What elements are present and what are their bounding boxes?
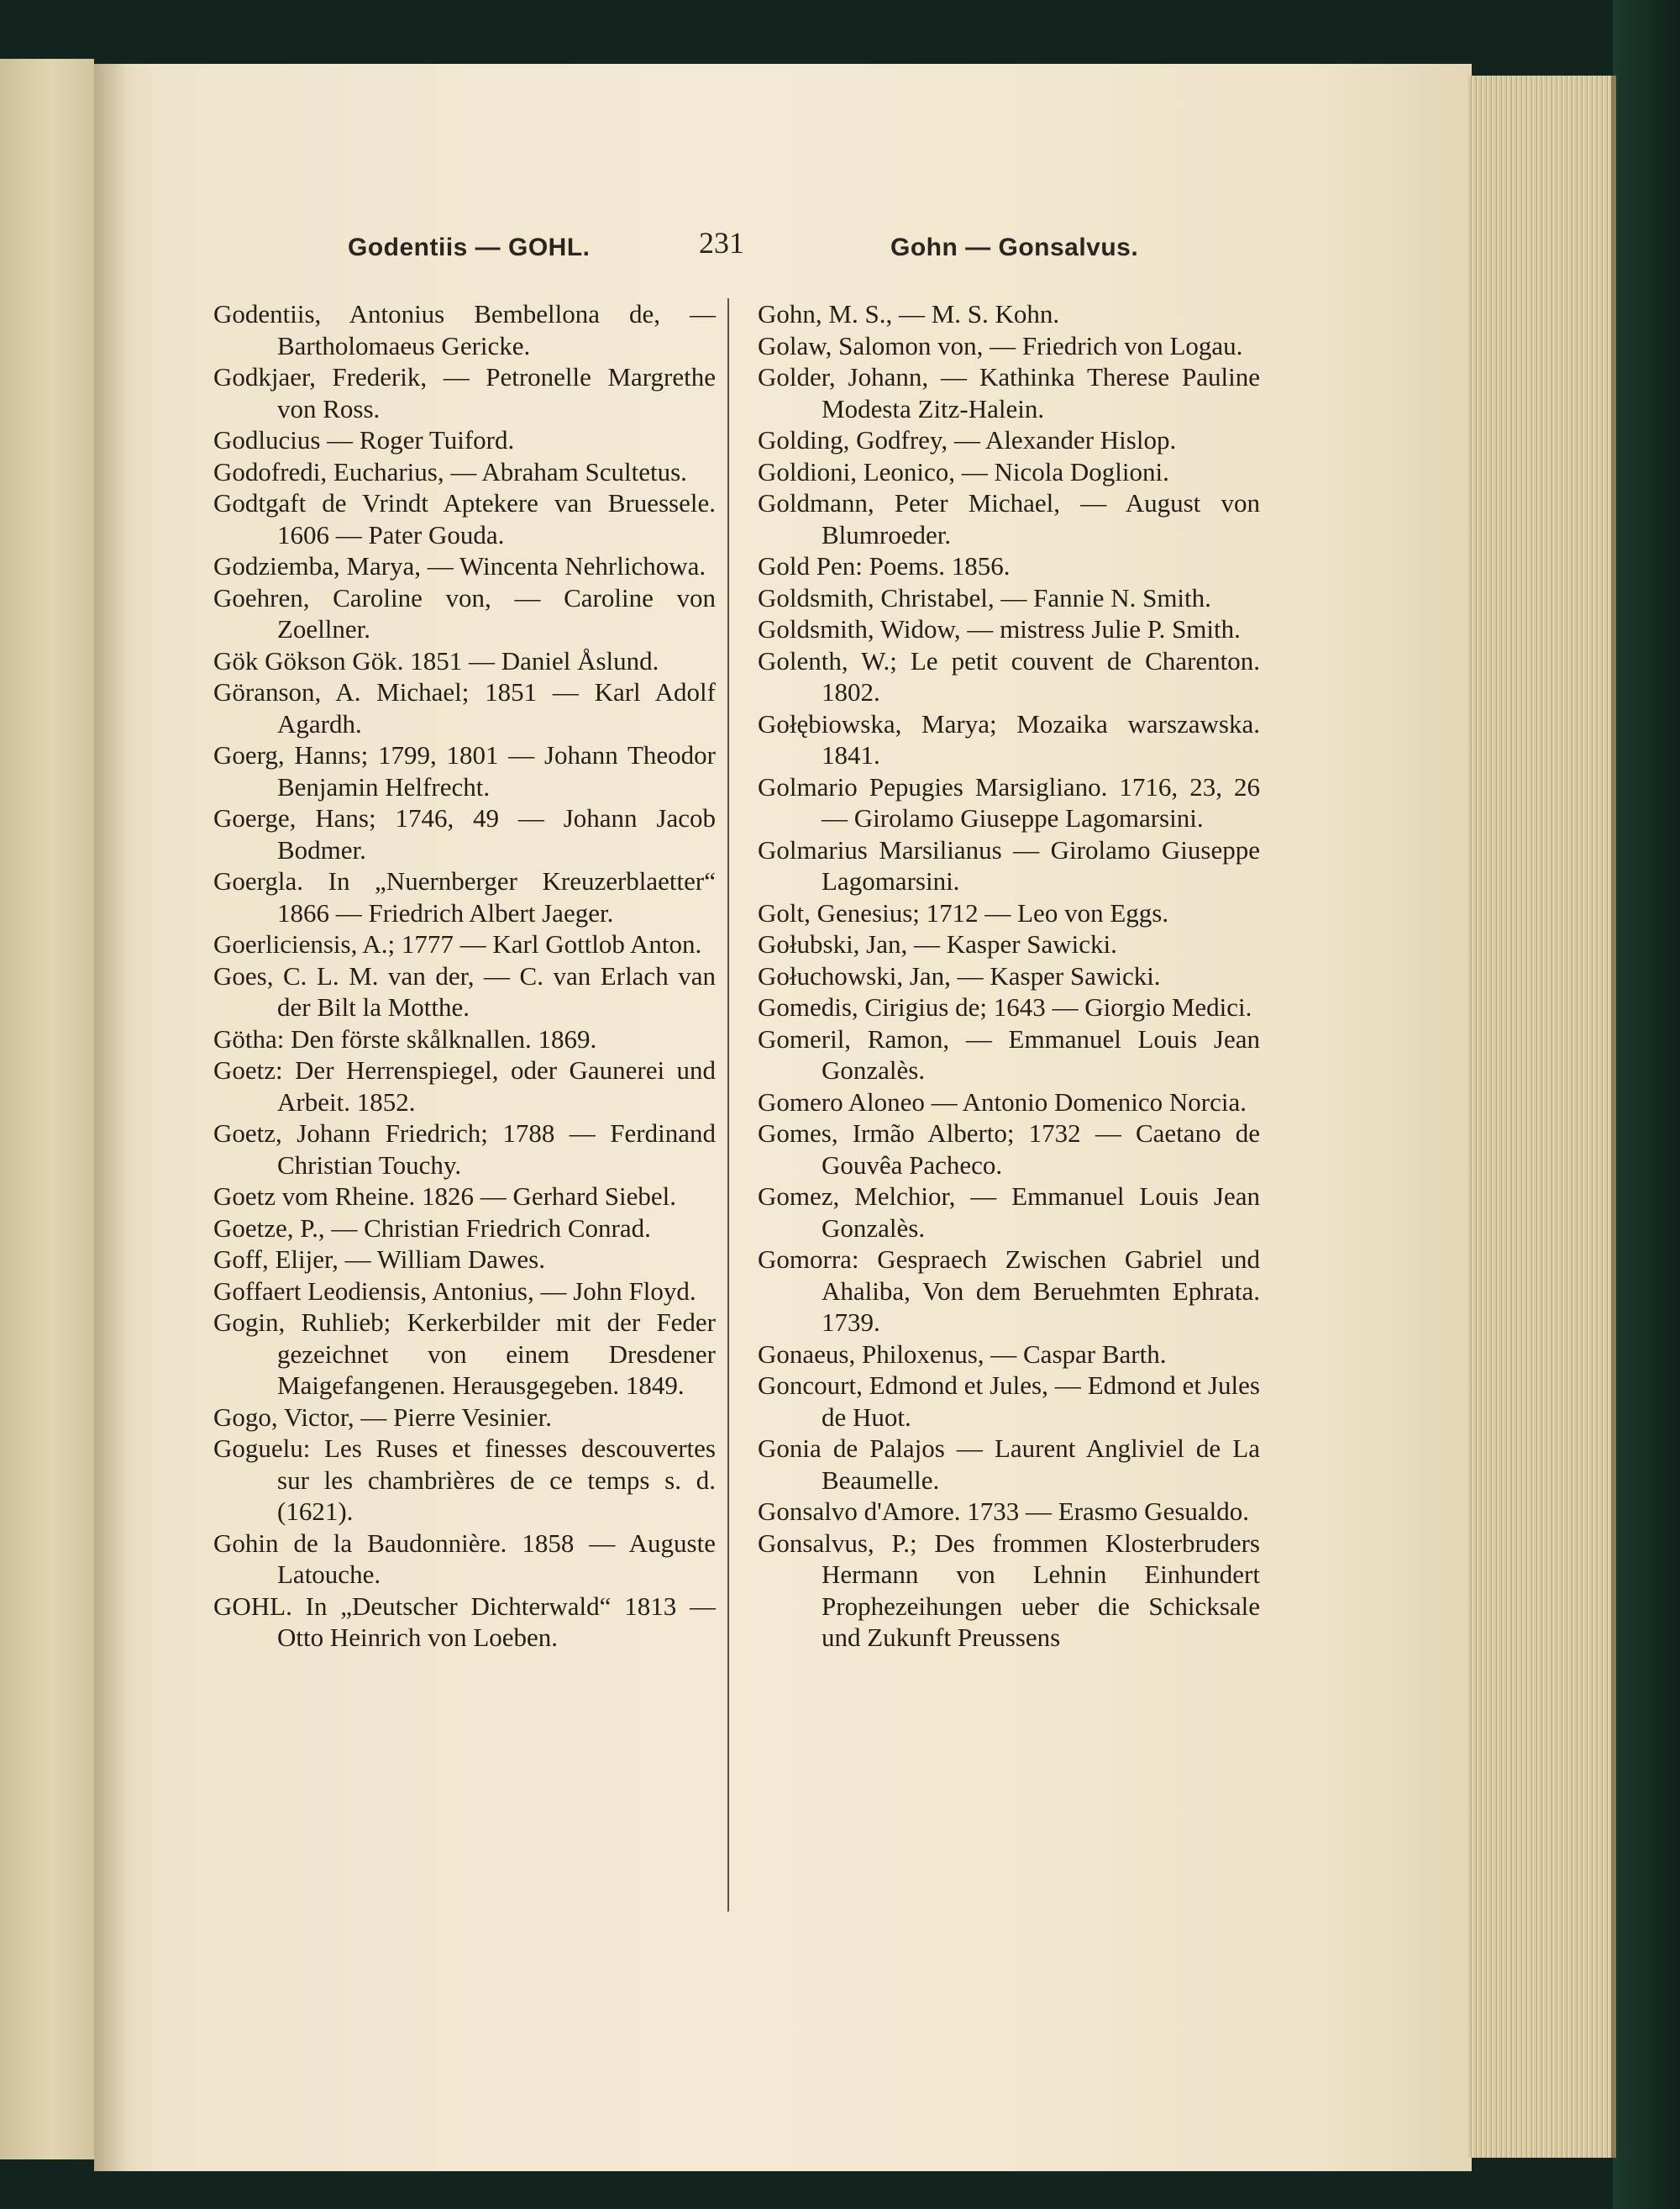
entry: Goffaert Leodiensis, Antonius, — John Floyd. bbox=[213, 1275, 696, 1306]
entry: Goerg, Hanns; 1799, 1801 — Johann Theodor Benjamin Helfrecht. bbox=[213, 740, 716, 802]
entry: Gonaeus, Philoxenus, — Caspar Barth. bbox=[758, 1339, 1167, 1369]
entry: Gonsalvus, P.; Des frommen Klosterbruders Hermann von Lehnin Einhundert Prophezeihungen ueber die Schicksale und Zukunft Preussens bbox=[758, 1528, 1260, 1652]
entry: Godofredi, Eucharius, — Abraham Scultetus. bbox=[213, 456, 687, 487]
left-column bbox=[213, 298, 716, 1654]
entry: Gohin de la Baudonnière. 1858 — Auguste Latouche. bbox=[213, 1528, 716, 1589]
entry: Gomero Aloneo — Antonio Domenico Norcia. bbox=[758, 1086, 1247, 1117]
entry: Gomez, Melchior, — Emmanuel Louis Jean Gonzalès. bbox=[758, 1181, 1260, 1243]
entry: Golaw, Salomon von, — Friedrich von Logau. bbox=[758, 330, 1243, 360]
entry: Golding, Godfrey, — Alexander Hislop. bbox=[758, 425, 1177, 455]
entry: Goerge, Hans; 1746, 49 — Johann Jacob Bodmer. bbox=[213, 803, 716, 865]
page-number: 231 bbox=[699, 226, 744, 260]
entry: Goes, C. L. M. van der, — C. van Erlach van der Bilt la Motthe. bbox=[213, 960, 716, 1022]
entry: Goguelu: Les Ruses et finesses descouvertes sur les chambrières de ce temps s. d. (1621). bbox=[213, 1433, 716, 1526]
entry: Goldmann, Peter Michael, — August von Blumroeder. bbox=[758, 488, 1260, 550]
entry: Goncourt, Edmond et Jules, — Edmond et Jules de Huot. bbox=[758, 1370, 1260, 1432]
entry: Gomedis, Cirigius de; 1643 — Giorgio Medici. bbox=[758, 992, 1252, 1022]
entry: Golt, Genesius; 1712 — Leo von Eggs. bbox=[758, 897, 1169, 928]
entry: Goldsmith, Christabel, — Fannie N. Smith. bbox=[758, 582, 1211, 613]
entry: Golmarius Marsilianus — Girolamo Giuseppe Lagomarsini. bbox=[758, 834, 1260, 896]
entry: Goetz, Johann Friedrich; 1788 — Ferdinand Christian Touchy. bbox=[213, 1118, 716, 1180]
entry: Gold Pen: Poems. 1856. bbox=[758, 551, 1011, 581]
entry: Gonsalvo d'Amore. 1733 — Erasmo Gesualdo. bbox=[758, 1496, 1250, 1526]
entry: Gomes, Irmão Alberto; 1732 — Caetano de Gouvêa Pacheco. bbox=[758, 1118, 1260, 1180]
running-head-right: Gohn — Gonsalvus. bbox=[890, 234, 1139, 261]
entry: Godtgaft de Vrindt Aptekere van Bruessele. 1606 — Pater Gouda. bbox=[213, 488, 716, 550]
entry: Golenth, W.; Le petit couvent de Charenton. 1802. bbox=[758, 645, 1260, 707]
entry: Goldioni, Leonico, — Nicola Doglioni. bbox=[758, 456, 1169, 487]
gutter-shadow bbox=[94, 64, 128, 2171]
entry: Goergla. In „Nuernberger Kreuzerblaetter“ 1866 — Friedrich Albert Jaeger. bbox=[213, 866, 716, 928]
entry: Godkjaer, Frederik, — Petronelle Margrethe von Ross. bbox=[213, 362, 716, 423]
entry: Gonia de Palajos — Laurent Angliviel de La Beaumelle. bbox=[758, 1433, 1260, 1495]
entry: Goerliciensis, A.; 1777 — Karl Gottlob Anton. bbox=[213, 929, 702, 959]
entry: Gołubski, Jan, — Kasper Sawicki. bbox=[758, 929, 1117, 959]
entry: Goff, Elijer, — William Dawes. bbox=[213, 1244, 545, 1274]
entry: Golder, Johann, — Kathinka Therese Pauline Modesta Zitz-Halein. bbox=[758, 362, 1260, 423]
entry: Gomeril, Ramon, — Emmanuel Louis Jean Gonzalès. bbox=[758, 1023, 1260, 1085]
entry: Gołuchowski, Jan, — Kasper Sawicki. bbox=[758, 960, 1161, 991]
right-column bbox=[758, 298, 1260, 1654]
entry: Gök Gökson Gök. 1851 — Daniel Åslund. bbox=[213, 645, 659, 676]
column-divider bbox=[727, 298, 729, 1912]
entry: GOHL. In „Deutscher Dichterwald“ 1813 — Otto Heinrich von Loeben. bbox=[213, 1591, 716, 1652]
entry: Gogo, Victor, — Pierre Vesinier. bbox=[213, 1402, 552, 1432]
entry: Goetz: Der Herrenspiegel, oder Gaunerei und Arbeit. 1852. bbox=[213, 1055, 716, 1117]
entry: Goetz vom Rheine. 1826 — Gerhard Siebel. bbox=[213, 1181, 676, 1211]
facing-page-edge bbox=[0, 59, 94, 2159]
page-edges-stack bbox=[1468, 76, 1616, 2158]
entry: Goldsmith, Widow, — mistress Julie P. Smith. bbox=[758, 614, 1241, 644]
book-cover-edge bbox=[1613, 0, 1680, 2209]
entry: Golmario Pepugies Marsigliano. 1716, 23, 26 — Girolamo Giuseppe Lagomarsini. bbox=[758, 771, 1260, 833]
entry: Goetze, P., — Christian Friedrich Conrad. bbox=[213, 1212, 651, 1243]
entry: Götha: Den förste skålknallen. 1869. bbox=[213, 1023, 597, 1054]
entry: Gomorra: Gespraech Zwischen Gabriel und Ahaliba, Von dem Beruehmten Ephrata. 1739. bbox=[758, 1244, 1260, 1337]
running-head-left: Godentiis — GOHL. bbox=[348, 234, 591, 261]
entry: Göranson, A. Michael; 1851 — Karl Adolf Agardh. bbox=[213, 677, 716, 739]
entry: Gogin, Ruhlieb; Kerkerbilder mit der Feder gezeichnet von einem Dresdener Maigefangenen. Herausgegeben. 1849. bbox=[213, 1307, 716, 1400]
entry: Gołębiowska, Marya; Mozaika warszawska. 1841. bbox=[758, 708, 1260, 770]
entry: Godlucius — Roger Tuiford. bbox=[213, 425, 515, 455]
entry: Goehren, Caroline von, — Caroline von Zoellner. bbox=[213, 582, 716, 644]
entry: Godziemba, Marya, — Wincenta Nehrlichowa. bbox=[213, 551, 706, 581]
entry: Godentiis, Antonius Bembellona de, — Bartholomaeus Gericke. bbox=[213, 299, 716, 360]
entry: Gohn, M. S., — M. S. Kohn. bbox=[758, 299, 1060, 329]
